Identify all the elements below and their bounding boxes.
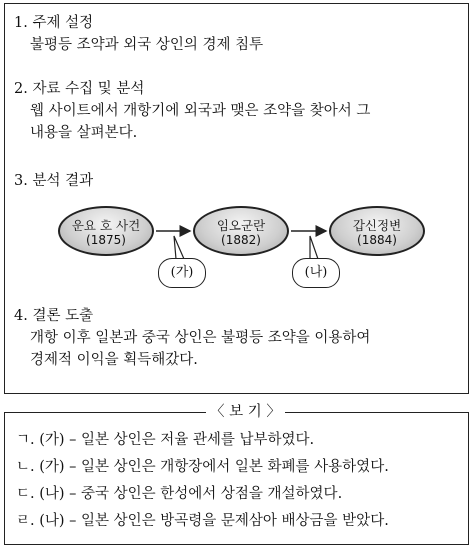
- event-year: (1884): [357, 233, 397, 247]
- callout-pointer-2: [310, 236, 318, 259]
- section-body-line-1: 웹 사이트에서 개항기에 외국과 맺은 조약을 찾아서 그: [30, 103, 371, 119]
- section-number: 3.: [14, 173, 28, 189]
- section-number: 2.: [14, 81, 28, 97]
- option-giyeok: ㄱ. (가) – 일본 상인은 저율 관세를 납부하였다.: [16, 432, 315, 448]
- event-year: (1882): [221, 233, 261, 247]
- event-name: 임오군란: [216, 218, 266, 233]
- option-nieun: ㄴ. (가) – 일본 상인은 개항장에서 일본 화폐를 사용하였다.: [16, 459, 389, 475]
- event-name: 운요 호 사건: [71, 218, 141, 233]
- section-conclusion: [14, 305, 370, 371]
- event-year: (1875): [86, 233, 126, 247]
- section-number: 4.: [14, 308, 28, 324]
- event-node-gapsin: [329, 206, 425, 256]
- event-node-imo: [193, 206, 289, 256]
- section-body-line-2: 경제적 이익을 획득해갔다.: [30, 352, 198, 368]
- section-number: 1.: [14, 15, 28, 31]
- section-title: 분석 결과: [32, 173, 94, 189]
- section-title: 주제 설정: [32, 15, 94, 31]
- callout-na: (나): [292, 258, 340, 288]
- section-body-line-1: 개항 이후 일본과 중국 상인은 불평등 조약을 이용하여: [30, 330, 371, 346]
- callout-pointer-1: [174, 236, 184, 259]
- event-node-unyo: [58, 206, 154, 256]
- section-body: 불평등 조약과 외국 상인의 경제 침투: [30, 37, 264, 53]
- section-body-line-2: 내용을 살펴본다.: [30, 125, 138, 141]
- callout-ga: (가): [158, 258, 206, 288]
- section-title: 자료 수집 및 분석: [32, 81, 145, 97]
- option-digeut: ㄷ. (나) – 중국 상인은 한성에서 상점을 개설하였다.: [16, 486, 343, 502]
- event-name: 갑신정변: [352, 218, 402, 233]
- options-box-title: 〈 보 기 〉: [206, 402, 285, 422]
- section-title: 결론 도출: [32, 308, 94, 324]
- option-rieul: ㄹ. (나) – 일본 상인은 방곡령을 문제삼아 배상금을 받았다.: [16, 513, 389, 529]
